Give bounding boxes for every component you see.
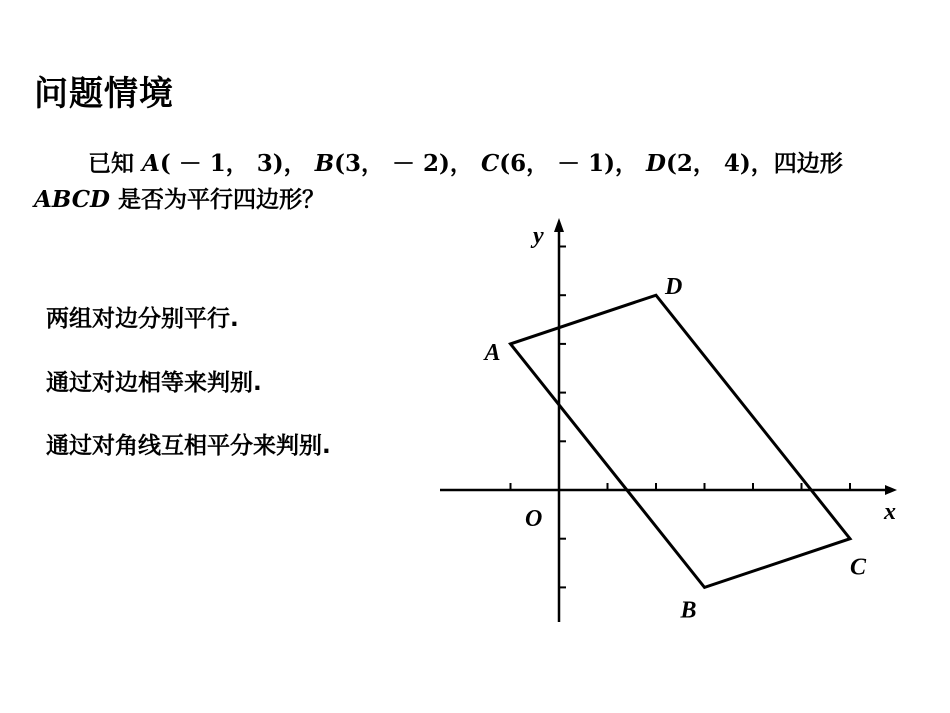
point-c-coords: (6， － 1)，	[499, 150, 647, 177]
point-b-coords: (3， － 2)，	[334, 150, 481, 177]
y-axis-label: y	[533, 223, 544, 249]
page-title: 问题情境	[34, 74, 174, 114]
origin-label: O	[525, 506, 543, 532]
method-diagonals-bisect: 通过对角线互相平分来判别.	[46, 433, 331, 459]
y-axis-arrow	[554, 218, 564, 232]
problem-prefix: 已知	[88, 150, 143, 177]
point-b-name: B	[314, 150, 335, 177]
point-label-b: B	[680, 597, 697, 624]
point-label-c: C	[850, 554, 867, 581]
point-label-d: D	[665, 274, 683, 301]
method-equal-sides: 通过对边相等来判别.	[46, 370, 262, 396]
problem-question: 是否为平行四边形？	[109, 186, 325, 213]
quadrilateral-name: ABCD	[34, 186, 110, 213]
point-a-name: A	[142, 150, 160, 177]
x-axis-label: x	[884, 499, 896, 525]
point-a-coords: ( － 1， 3)，	[159, 150, 315, 177]
point-d-coords: (2， 4)，四边形	[666, 150, 843, 177]
method-parallel-sides: 两组对边分别平行.	[46, 306, 239, 332]
x-axis-arrow	[885, 485, 897, 495]
point-c-name: C	[480, 150, 500, 177]
point-d-name: D	[646, 150, 666, 177]
point-label-a: A	[484, 339, 501, 366]
